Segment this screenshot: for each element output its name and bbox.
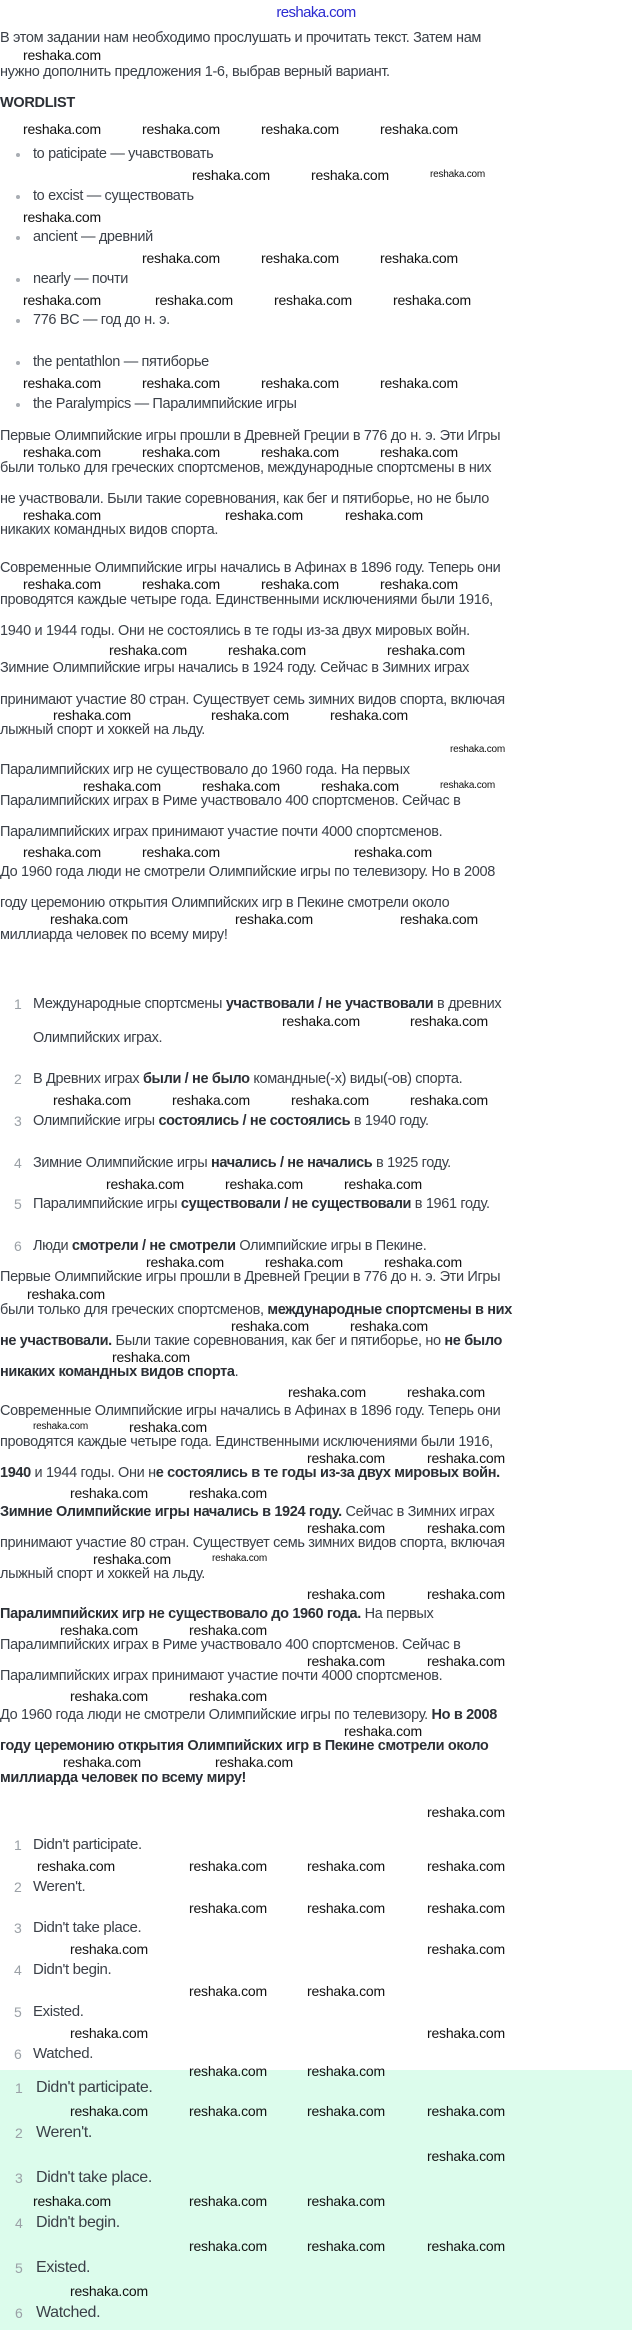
watermark-text: reshaka.com — [215, 1754, 293, 1770]
highlighted-answer-item: Watched. — [36, 2304, 101, 2321]
answer-item: Weren't. — [33, 1878, 86, 1895]
watermark-text: reshaka.com — [189, 2238, 267, 2254]
text-segment: были только для греческих спортсменов, международные спортсмены в них — [0, 460, 492, 476]
answer-number: 2 — [15, 2125, 23, 2141]
watermark-text: reshaka.com — [400, 911, 478, 927]
watermark-text: reshaka.com — [23, 209, 101, 225]
bullet-icon — [16, 319, 20, 323]
watermark-text: reshaka.com — [282, 1013, 360, 1029]
question-line — [33, 1238, 426, 1254]
watermark-text: reshaka.com — [172, 1092, 250, 1108]
watermark-text: reshaka.com — [427, 2238, 505, 2254]
text-segment: в 1925 году. — [372, 1155, 451, 1171]
watermark-text: reshaka.com — [307, 1900, 385, 1916]
watermark-text: reshaka.com — [129, 1419, 207, 1435]
highlighted-text-line — [0, 1606, 433, 1622]
watermark-text: reshaka.com — [142, 121, 220, 137]
bold-segment: начались / не начались — [211, 1155, 373, 1171]
watermark-text: reshaka.com — [70, 2283, 148, 2299]
text-line — [0, 824, 442, 840]
intro-line: нужно дополнить предложения 1-6, выбрав верный вариант. — [0, 64, 390, 80]
watermark-text: reshaka.com — [440, 780, 496, 791]
text-segment: проводятся каждые четыре года. Единственными исключениями были 1916, — [0, 1434, 493, 1450]
text-segment: в 1940 году. — [350, 1113, 429, 1129]
highlighted-answer-item: Weren't. — [36, 2124, 92, 2141]
text-segment: Олимпийских играх. — [33, 1030, 163, 1046]
watermark-text: reshaka.com — [427, 1450, 505, 1466]
bold-segment: не участвовали. — [0, 1333, 112, 1349]
text-segment: принимают участие 80 стран. Существует семь зимних видов спорта, включая — [0, 692, 505, 708]
text-line — [0, 692, 505, 708]
watermark-text: reshaka.com — [23, 375, 101, 391]
highlighted-text-line — [0, 1269, 500, 1285]
watermark-text: reshaka.com — [23, 292, 101, 308]
text-segment: Сейчас в Зимних играх — [341, 1504, 495, 1520]
watermark-text: reshaka.com — [146, 1254, 224, 1270]
watermark-text: reshaka.com — [142, 444, 220, 460]
text-segment: Паралимпийских играх в Риме участвовало 400 спортсменов. Сейчас в — [0, 1637, 461, 1653]
watermark-text: reshaka.com — [307, 1983, 385, 1999]
text-segment: На первых — [360, 1606, 434, 1622]
text-segment: Паралимпийских играх в Риме участвовало 400 спортсменов. Сейчас в — [0, 793, 461, 809]
text-segment: До 1960 года люди не смотрели Олимпийские игры по телевизору. — [0, 1707, 432, 1723]
question-line — [33, 1071, 462, 1087]
text-segment: 1940 и 1944 годы. Они не состоялись в те годы из-за двух мировых войн. — [0, 623, 470, 639]
bold-segment: миллиарда человек по всему миру! — [0, 1770, 247, 1786]
watermark-text: reshaka.com — [393, 292, 471, 308]
watermark-text: reshaka.com — [189, 2103, 267, 2119]
watermark-text: reshaka.com — [410, 1013, 488, 1029]
text-segment: Современные Олимпийские игры начались в Афинах в 1896 году. Теперь они — [0, 560, 501, 576]
answer-number: 6 — [15, 2305, 23, 2321]
text-segment: Зимние Олимпийские игры начались в 1924 году. Сейчас в Зимних играх — [0, 660, 470, 676]
text-segment: Люди — [33, 1238, 72, 1254]
highlighted-text-line — [0, 1434, 493, 1450]
watermark-text: reshaka.com — [142, 844, 220, 860]
watermark-text: reshaka.com — [23, 507, 101, 523]
watermark-text: reshaka.com — [387, 642, 465, 658]
watermark-text: reshaka.com — [33, 1421, 89, 1432]
bold-segment: участвовали / не участвовали — [225, 996, 434, 1012]
answer-number: 1 — [14, 1837, 22, 1853]
text-segment: командные(-х) виды(-ов) спорта. — [249, 1071, 463, 1087]
watermark-text: reshaka.com — [307, 1450, 385, 1466]
watermark-text: reshaka.com — [142, 576, 220, 592]
bold-segment: международные спортсмены в них — [267, 1302, 512, 1318]
watermark-text: reshaka.com — [307, 1858, 385, 1874]
question-line — [33, 1113, 429, 1129]
highlighted-answer-item: Existed. — [36, 2259, 91, 2276]
watermark-text: reshaka.com — [70, 2103, 148, 2119]
text-segment: В Древних играх — [33, 1071, 143, 1087]
bullet-icon — [16, 403, 20, 407]
answer-number: 2 — [14, 1879, 22, 1895]
answer-item: Didn't take place. — [33, 1919, 142, 1936]
watermark-text: reshaka.com — [380, 121, 458, 137]
watermark-text: reshaka.com — [380, 375, 458, 391]
intro-line: В этом задании нам необходимо прослушать и прочитать текст. Затем нам — [0, 30, 482, 46]
bullet-icon — [16, 153, 20, 157]
highlighted-text-line — [0, 1403, 500, 1419]
watermark-text: reshaka.com — [235, 911, 313, 927]
answer-number: 1 — [15, 2080, 23, 2096]
watermark-text: reshaka.com — [189, 1485, 267, 1501]
text-line — [0, 522, 218, 538]
bold-segment: е состоялись в те годы из-за двух мировых войн. — [155, 1465, 500, 1481]
watermark-text: reshaka.com — [189, 1858, 267, 1874]
bullet-icon — [16, 195, 20, 199]
bold-segment: Паралимпийских игр не существовало до 1960 года. — [0, 1606, 361, 1622]
watermark-text: reshaka.com — [427, 1520, 505, 1536]
bold-segment: существовали / не существовали — [180, 1196, 412, 1212]
watermark-text: reshaka.com — [344, 1176, 422, 1192]
watermark-text: reshaka.com — [211, 707, 289, 723]
text-segment: Зимние Олимпийские игры — [33, 1155, 212, 1171]
text-segment: принимают участие 80 стран. Существует семь зимних видов спорта, включая — [0, 1535, 505, 1551]
watermark-text: reshaka.com — [106, 1176, 184, 1192]
text-segment: Олимпийские игры — [33, 1113, 159, 1129]
watermark-text: reshaka.com — [109, 642, 187, 658]
wordlist-item: to excist — существовать — [33, 188, 194, 204]
watermark-text: reshaka.com — [37, 1858, 115, 1874]
question-line — [33, 1030, 162, 1046]
text-segment: в 1961 году. — [411, 1196, 490, 1212]
watermark-text: reshaka.com — [70, 1941, 148, 1957]
highlighted-text-line — [0, 1668, 442, 1684]
text-line — [0, 895, 449, 911]
text-segment: Современные Олимпийские игры начались в Афинах в 1896 году. Теперь они — [0, 1403, 501, 1419]
watermark-text: reshaka.com — [70, 1485, 148, 1501]
watermark-text: reshaka.com — [155, 292, 233, 308]
text-segment: Паралимпийских играх принимают участие почти 4000 спортсменов. — [0, 824, 443, 840]
watermark-text: reshaka.com — [228, 642, 306, 658]
watermark-text: reshaka.com — [27, 1286, 105, 1302]
bold-segment: Но в 2008 — [431, 1707, 497, 1723]
watermark-text: reshaka.com — [427, 1586, 505, 1602]
bold-segment: смотрели / не смотрели — [71, 1238, 236, 1254]
question-number: 5 — [14, 1196, 22, 1212]
watermark-text: reshaka.com — [344, 1723, 422, 1739]
watermark-text: reshaka.com — [23, 47, 101, 63]
highlighted-text-line — [0, 1637, 460, 1653]
highlighted-text-line — [0, 1770, 246, 1786]
text-segment: лыжный спорт и хоккей на льду. — [0, 1566, 205, 1582]
text-line — [0, 660, 469, 676]
highlighted-text-line — [0, 1465, 500, 1481]
text-line — [0, 560, 500, 576]
watermark-text: reshaka.com — [311, 167, 389, 183]
bold-segment: Зимние Олимпийские игры начались в 1924 году. — [0, 1504, 342, 1520]
text-segment: Паралимпийские игры — [33, 1196, 181, 1212]
text-line — [0, 793, 460, 809]
watermark-text: reshaka.com — [83, 778, 161, 794]
bold-segment: никаких командных видов спорта — [0, 1364, 235, 1380]
watermark-text: reshaka.com — [307, 1653, 385, 1669]
watermark-text: reshaka.com — [427, 1941, 505, 1957]
question-number: 2 — [14, 1071, 22, 1087]
watermark-text: reshaka.com — [430, 169, 486, 180]
answer-number: 3 — [15, 2170, 23, 2186]
watermark-text: reshaka.com — [33, 2193, 111, 2209]
watermark-text: reshaka.com — [427, 1804, 505, 1820]
watermark-text: reshaka.com — [380, 250, 458, 266]
watermark-text: reshaka.com — [427, 2148, 505, 2164]
watermark-text: reshaka.com — [212, 1553, 268, 1564]
watermark-text: reshaka.com — [427, 1900, 505, 1916]
watermark-text: reshaka.com — [53, 707, 131, 723]
watermark-text: reshaka.com — [189, 1900, 267, 1916]
text-line — [0, 428, 500, 444]
highlighted-text-line — [0, 1707, 497, 1723]
question-line — [33, 996, 501, 1012]
watermark-text: reshaka.com — [261, 576, 339, 592]
watermark-text: reshaka.com — [23, 121, 101, 137]
watermark-text: reshaka.com — [265, 1254, 343, 1270]
watermark-text: reshaka.com — [93, 1551, 171, 1567]
watermark-text: reshaka.com — [70, 1688, 148, 1704]
text-line — [0, 927, 228, 943]
watermark-text: reshaka.com — [450, 744, 506, 755]
watermark-text: reshaka.com — [189, 2063, 267, 2079]
text-segment: Паралимпийских игр не существовало до 1960 года. На первых — [0, 762, 410, 778]
watermark-text: reshaka.com — [427, 1858, 505, 1874]
text-segment: миллиарда человек по всему миру! — [0, 927, 228, 943]
answer-item: Didn't participate. — [33, 1836, 142, 1853]
bullet-icon — [16, 278, 20, 282]
watermark-text: reshaka.com — [189, 2193, 267, 2209]
watermark-text: reshaka.com — [53, 1092, 131, 1108]
answer-item: Watched. — [33, 2045, 94, 2062]
watermark-text: reshaka.com — [23, 844, 101, 860]
watermark-text: reshaka.com — [192, 167, 270, 183]
text-segment: и 1944 годы. Они н — [30, 1465, 156, 1481]
answer-number: 6 — [14, 2046, 22, 2062]
highlighted-text-line — [0, 1566, 205, 1582]
text-line — [0, 460, 491, 476]
highlighted-text-line — [0, 1535, 505, 1551]
watermark-text: reshaka.com — [189, 1983, 267, 1999]
wordlist-title: WORDLIST — [0, 95, 75, 111]
watermark-text: reshaka.com — [189, 1622, 267, 1638]
wordlist-item: the pentathlon — пятиборье — [33, 354, 209, 370]
question-number: 3 — [14, 1113, 22, 1129]
text-segment: Международные спортсмены — [33, 996, 226, 1012]
wordlist-item: the Paralympics — Паралимпийские игры — [33, 396, 297, 412]
watermark-text: reshaka.com — [380, 576, 458, 592]
answer-number: 5 — [15, 2260, 23, 2276]
watermark-text: reshaka.com — [225, 1176, 303, 1192]
watermark-text: reshaka.com — [274, 292, 352, 308]
highlighted-text-line — [0, 1364, 238, 1380]
bold-segment: были / не было — [142, 1071, 250, 1087]
highlighted-text-line — [0, 1504, 494, 1520]
watermark-text: reshaka.com — [307, 2103, 385, 2119]
question-line — [33, 1155, 451, 1171]
watermark-text: reshaka.com — [427, 2103, 505, 2119]
text-segment: . — [234, 1364, 239, 1380]
text-segment: проводятся каждые четыре года. Единственными исключениями были 1916, — [0, 592, 493, 608]
watermark-text: reshaka.com — [407, 1384, 485, 1400]
wordlist-item: to paticipate — учавствовать — [33, 146, 214, 162]
text-segment: в древних — [433, 996, 502, 1012]
watermark-text: reshaka.com — [112, 1349, 190, 1365]
watermark-text: reshaka.com — [427, 2025, 505, 2041]
watermark-text: reshaka.com — [307, 2238, 385, 2254]
text-segment: Олимпийские игры в Пекине. — [235, 1238, 427, 1254]
watermark-text: reshaka.com — [307, 2063, 385, 2079]
wordlist-item: ancient — древний — [33, 229, 153, 245]
bold-segment: году церемонию открытия Олимпийских игр в Пекине смотрели около — [0, 1738, 489, 1754]
watermark-text: reshaka.com — [231, 1318, 309, 1334]
highlighted-text-line — [0, 1302, 512, 1318]
wordlist-item: 776 BC — год до н. э. — [33, 312, 170, 328]
watermark-text: reshaka.com — [410, 1092, 488, 1108]
watermark-text: reshaka.com — [307, 1520, 385, 1536]
answer-number: 3 — [14, 1920, 22, 1936]
text-segment: не участвовали. Были такие соревнования, как бег и пятиборье, но не было — [0, 491, 490, 507]
answer-number: 4 — [14, 1962, 22, 1978]
question-number: 1 — [14, 996, 22, 1012]
text-segment: никаких командных видов спорта. — [0, 522, 219, 538]
text-segment: Паралимпийских играх принимают участие почти 4000 спортсменов. — [0, 1668, 443, 1684]
answer-item: Didn't begin. — [33, 1961, 112, 1978]
watermark-text: reshaka.com — [261, 375, 339, 391]
watermark-text: reshaka.com — [23, 444, 101, 460]
bold-segment: 1940 — [0, 1465, 31, 1481]
text-segment: Первые Олимпийские игры прошли в Древней Греции в 776 до н. э. Эти Игры — [0, 1269, 501, 1285]
text-segment: были только для греческих спортсменов, — [0, 1302, 268, 1318]
watermark-text: reshaka.com — [330, 707, 408, 723]
watermark-text: reshaka.com — [345, 507, 423, 523]
watermark-text: reshaka.com — [63, 1754, 141, 1770]
watermark-text: reshaka.com — [23, 576, 101, 592]
text-line — [0, 491, 489, 507]
highlighted-text-line — [0, 1738, 488, 1754]
question-number: 4 — [14, 1155, 22, 1171]
bold-segment: не было — [444, 1333, 503, 1349]
watermark-text: reshaka.com — [307, 1586, 385, 1602]
question-number: 6 — [14, 1238, 22, 1254]
watermark-text: reshaka.com — [189, 1688, 267, 1704]
bullet-icon — [16, 361, 20, 365]
watermark-text: reshaka.com — [142, 250, 220, 266]
watermark-text: reshaka.com — [288, 1384, 366, 1400]
text-segment: Первые Олимпийские игры прошли в Древней Греции в 776 до н. э. Эти Игры — [0, 428, 501, 444]
watermark-text: reshaka.com — [261, 444, 339, 460]
highlighted-answer-item: Didn't take place. — [36, 2169, 152, 2186]
bullet-icon — [16, 236, 20, 240]
highlighted-text-line — [0, 1333, 502, 1349]
watermark-text: reshaka.com — [384, 1254, 462, 1270]
answer-number: 4 — [15, 2215, 23, 2231]
watermark-text: reshaka.com — [202, 778, 280, 794]
site-logo[interactable]: reshaka.com — [276, 4, 356, 21]
text-line — [0, 864, 495, 880]
watermark-text: reshaka.com — [307, 2193, 385, 2209]
text-segment: году церемонию открытия Олимпийских игр в Пекине смотрели около — [0, 895, 450, 911]
text-segment: До 1960 года люди не смотрели Олимпийские игры по телевизору. Но в 2008 — [0, 864, 495, 880]
highlighted-answer-item: Didn't participate. — [36, 2079, 153, 2096]
bold-segment: состоялись / не состоялись — [158, 1113, 351, 1129]
text-line — [0, 762, 410, 778]
watermark-text: reshaka.com — [380, 444, 458, 460]
text-line — [0, 592, 493, 608]
watermark-text: reshaka.com — [60, 1622, 138, 1638]
watermark-text: reshaka.com — [261, 121, 339, 137]
text-segment: Были такие соревнования, как бег и пятиборье, но — [111, 1333, 445, 1349]
question-line — [33, 1196, 490, 1212]
wordlist-item: nearly — почти — [33, 271, 129, 287]
answer-item: Existed. — [33, 2003, 84, 2020]
watermark-text: reshaka.com — [291, 1092, 369, 1108]
text-segment: лыжный спорт и хоккей на льду. — [0, 722, 205, 738]
watermark-text: reshaka.com — [427, 1653, 505, 1669]
watermark-text: reshaka.com — [50, 911, 128, 927]
text-line — [0, 623, 470, 639]
watermark-text: reshaka.com — [70, 2025, 148, 2041]
text-line — [0, 722, 205, 738]
watermark-text: reshaka.com — [261, 250, 339, 266]
watermark-text: reshaka.com — [321, 778, 399, 794]
answer-number: 5 — [14, 2004, 22, 2020]
watermark-text: reshaka.com — [350, 1318, 428, 1334]
highlighted-answer-item: Didn't begin. — [36, 2214, 120, 2231]
watermark-text: reshaka.com — [142, 375, 220, 391]
watermark-text: reshaka.com — [225, 507, 303, 523]
watermark-text: reshaka.com — [354, 844, 432, 860]
